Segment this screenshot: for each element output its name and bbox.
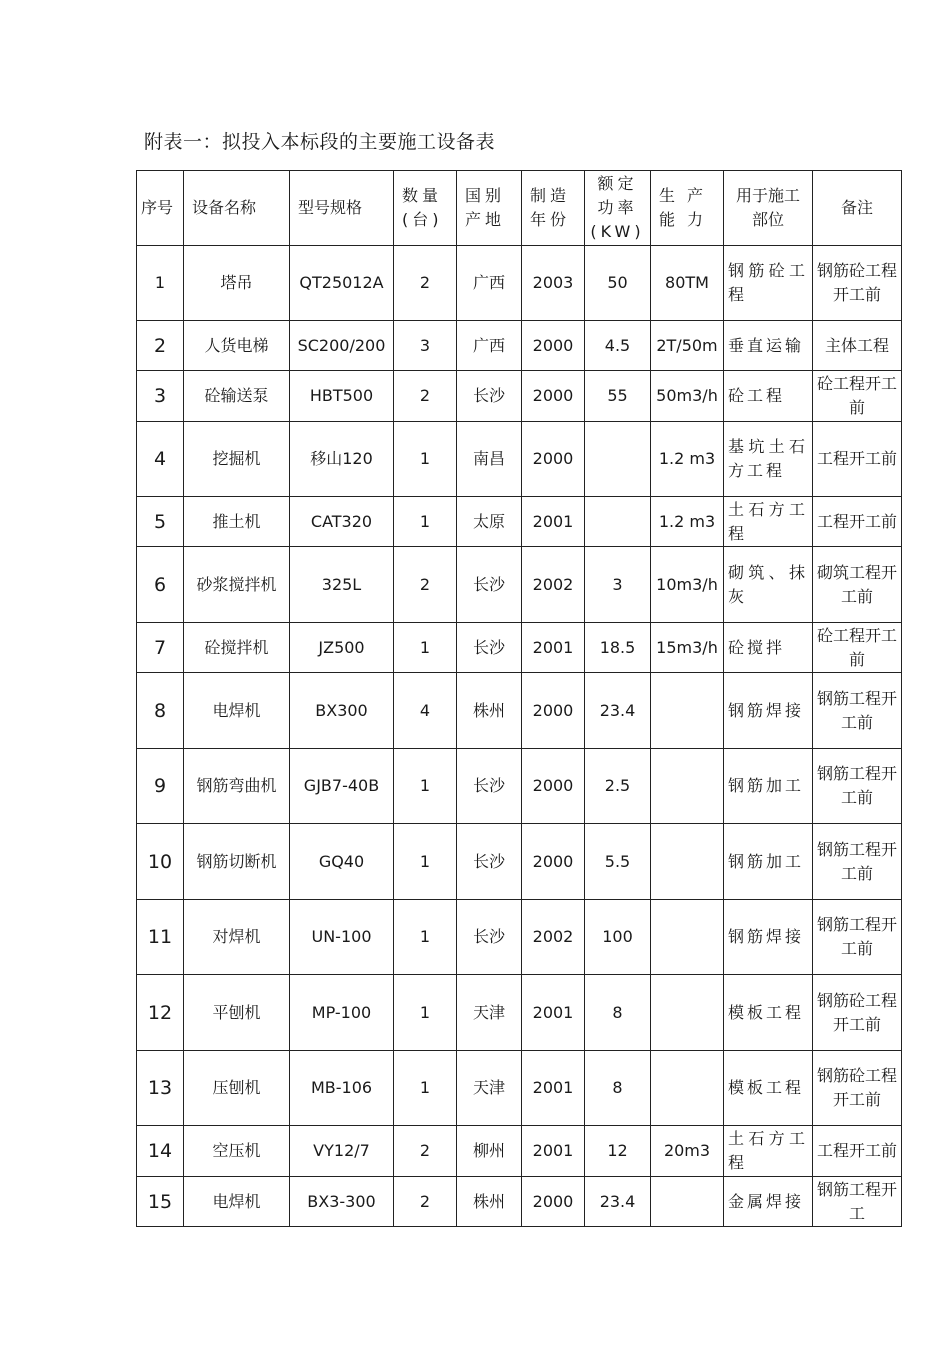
table-row [137, 900, 902, 975]
table-row [137, 1051, 902, 1126]
cell-dept: 砼工程 [724, 371, 813, 422]
cell-seq: 11 [137, 900, 184, 975]
cell-year: 2000 [522, 749, 585, 824]
cell-qty: 1 [394, 623, 457, 673]
cell-origin: 株州 [457, 1177, 522, 1227]
cell-seq: 5 [137, 497, 184, 547]
cell-qty: 3 [394, 321, 457, 371]
cell-seq: 12 [137, 975, 184, 1051]
cell-model: 移山120 [290, 422, 394, 497]
cell-seq: 15 [137, 1177, 184, 1227]
cell-qty: 1 [394, 824, 457, 900]
table-row [137, 623, 902, 673]
table-row [137, 975, 902, 1051]
cell-power [585, 497, 651, 547]
cell-seq: 4 [137, 422, 184, 497]
cell-power: 5.5 [585, 824, 651, 900]
cell-dept: 钢筋砼工程 [724, 246, 813, 321]
cell-year: 2001 [522, 1051, 585, 1126]
cell-year: 2002 [522, 900, 585, 975]
cell-seq: 7 [137, 623, 184, 673]
cell-year: 2000 [522, 673, 585, 749]
cell-origin: 太原 [457, 497, 522, 547]
cell-origin: 长沙 [457, 900, 522, 975]
table-row [137, 321, 902, 371]
cell-qty: 2 [394, 246, 457, 321]
cell-year: 2001 [522, 975, 585, 1051]
cell-year: 2001 [522, 497, 585, 547]
cell-dept: 垂直运输 [724, 321, 813, 371]
cell-model: GJB7-40B [290, 749, 394, 824]
page-title: 附表一：拟投入本标段的主要施工设备表 [144, 131, 496, 153]
cell-capacity [651, 1177, 724, 1227]
cell-note: 钢筋工程开工前 [813, 749, 902, 824]
header-name: 设备名称 [184, 171, 290, 246]
cell-seq: 2 [137, 321, 184, 371]
cell-model: VY12/7 [290, 1126, 394, 1177]
cell-seq: 13 [137, 1051, 184, 1126]
cell-model: JZ500 [290, 623, 394, 673]
equipment-table [136, 170, 902, 1227]
cell-dept: 钢筋加工 [724, 749, 813, 824]
cell-seq: 8 [137, 673, 184, 749]
cell-model: 325L [290, 547, 394, 623]
cell-power: 12 [585, 1126, 651, 1177]
cell-dept: 钢筋焊接 [724, 673, 813, 749]
header-capacity: 生产能力 [651, 171, 724, 246]
cell-note: 工程开工前 [813, 422, 902, 497]
cell-model: CAT320 [290, 497, 394, 547]
table-row [137, 824, 902, 900]
header-model: 型号规格 [290, 171, 394, 246]
table-row [137, 547, 902, 623]
cell-note: 砼工程开工前 [813, 623, 902, 673]
cell-origin: 长沙 [457, 623, 522, 673]
cell-capacity: 80TM [651, 246, 724, 321]
cell-model: MP-100 [290, 975, 394, 1051]
cell-qty: 2 [394, 371, 457, 422]
cell-note: 钢筋砼工程开工前 [813, 246, 902, 321]
cell-power: 23.4 [585, 1177, 651, 1227]
cell-dept: 土石方工程 [724, 1126, 813, 1177]
cell-capacity: 10m3/h [651, 547, 724, 623]
cell-note: 工程开工前 [813, 497, 902, 547]
cell-capacity [651, 975, 724, 1051]
cell-note: 钢筋工程开工前 [813, 673, 902, 749]
cell-note: 工程开工前 [813, 1126, 902, 1177]
cell-dept: 土石方工程 [724, 497, 813, 547]
cell-note: 主体工程 [813, 321, 902, 371]
table-row [137, 497, 902, 547]
cell-note: 砌筑工程开工前 [813, 547, 902, 623]
cell-capacity: 1.2 m3 [651, 497, 724, 547]
cell-seq: 1 [137, 246, 184, 321]
cell-capacity: 2T/50m [651, 321, 724, 371]
cell-name: 砼搅拌机 [184, 623, 290, 673]
table-row [137, 673, 902, 749]
cell-power: 23.4 [585, 673, 651, 749]
cell-origin: 株州 [457, 673, 522, 749]
cell-origin: 长沙 [457, 749, 522, 824]
header-qty: 数量(台) [394, 171, 457, 246]
header-note: 备注 [813, 171, 902, 246]
cell-dept: 模板工程 [724, 1051, 813, 1126]
header-dept: 用于施工部位 [724, 171, 813, 246]
cell-origin: 天津 [457, 1051, 522, 1126]
cell-model: BX3-300 [290, 1177, 394, 1227]
cell-origin: 天津 [457, 975, 522, 1051]
cell-qty: 1 [394, 497, 457, 547]
cell-qty: 2 [394, 547, 457, 623]
cell-note: 钢筋工程开工 [813, 1177, 902, 1227]
cell-name: 空压机 [184, 1126, 290, 1177]
cell-year: 2000 [522, 1177, 585, 1227]
cell-name: 人货电梯 [184, 321, 290, 371]
cell-capacity [651, 900, 724, 975]
cell-year: 2000 [522, 824, 585, 900]
cell-name: 挖掘机 [184, 422, 290, 497]
cell-power: 50 [585, 246, 651, 321]
cell-capacity [651, 824, 724, 900]
cell-origin: 南昌 [457, 422, 522, 497]
cell-name: 对焊机 [184, 900, 290, 975]
cell-name: 塔吊 [184, 246, 290, 321]
cell-name: 推土机 [184, 497, 290, 547]
cell-name: 平刨机 [184, 975, 290, 1051]
cell-origin: 长沙 [457, 824, 522, 900]
cell-seq: 3 [137, 371, 184, 422]
cell-power [585, 422, 651, 497]
cell-origin: 柳州 [457, 1126, 522, 1177]
cell-year: 2001 [522, 1126, 585, 1177]
cell-note: 钢筋工程开工前 [813, 824, 902, 900]
cell-name: 砂浆搅拌机 [184, 547, 290, 623]
cell-name: 电焊机 [184, 673, 290, 749]
cell-qty: 1 [394, 975, 457, 1051]
cell-dept: 砼搅拌 [724, 623, 813, 673]
cell-year: 2003 [522, 246, 585, 321]
table-row [137, 749, 902, 824]
cell-note: 钢筋砼工程开工前 [813, 975, 902, 1051]
cell-model: QT25012A [290, 246, 394, 321]
cell-origin: 长沙 [457, 547, 522, 623]
cell-note: 砼工程开工前 [813, 371, 902, 422]
cell-dept: 钢筋加工 [724, 824, 813, 900]
header-seq: 序号 [137, 171, 184, 246]
cell-model: HBT500 [290, 371, 394, 422]
cell-capacity [651, 673, 724, 749]
cell-capacity: 20m3 [651, 1126, 724, 1177]
cell-power: 8 [585, 1051, 651, 1126]
cell-dept: 砌筑、抹灰 [724, 547, 813, 623]
cell-power: 100 [585, 900, 651, 975]
cell-qty: 1 [394, 422, 457, 497]
cell-note: 钢筋砼工程开工前 [813, 1051, 902, 1126]
cell-qty: 2 [394, 1177, 457, 1227]
cell-year: 2002 [522, 547, 585, 623]
cell-name: 压刨机 [184, 1051, 290, 1126]
cell-seq: 9 [137, 749, 184, 824]
header-power: 额定功率(KW) [585, 171, 651, 246]
cell-qty: 1 [394, 900, 457, 975]
cell-power: 55 [585, 371, 651, 422]
header-year: 制造年份 [522, 171, 585, 246]
cell-model: BX300 [290, 673, 394, 749]
cell-capacity: 1.2 m3 [651, 422, 724, 497]
cell-name: 钢筋弯曲机 [184, 749, 290, 824]
table-row [137, 246, 902, 321]
cell-capacity: 50m3/h [651, 371, 724, 422]
cell-power: 4.5 [585, 321, 651, 371]
cell-qty: 1 [394, 749, 457, 824]
cell-origin: 广西 [457, 321, 522, 371]
table-row [137, 1126, 902, 1177]
cell-note: 钢筋工程开工前 [813, 900, 902, 975]
cell-year: 2000 [522, 321, 585, 371]
cell-dept: 基坑土石方工程 [724, 422, 813, 497]
cell-qty: 4 [394, 673, 457, 749]
cell-model: MB-106 [290, 1051, 394, 1126]
cell-model: SC200/200 [290, 321, 394, 371]
table-header-row [137, 171, 902, 246]
cell-origin: 广西 [457, 246, 522, 321]
cell-qty: 1 [394, 1051, 457, 1126]
table-row [137, 422, 902, 497]
cell-origin: 长沙 [457, 371, 522, 422]
cell-year: 2001 [522, 623, 585, 673]
cell-name: 电焊机 [184, 1177, 290, 1227]
cell-power: 18.5 [585, 623, 651, 673]
table-row [137, 1177, 902, 1227]
cell-capacity: 15m3/h [651, 623, 724, 673]
cell-power: 3 [585, 547, 651, 623]
cell-year: 2000 [522, 422, 585, 497]
cell-capacity [651, 749, 724, 824]
cell-seq: 10 [137, 824, 184, 900]
header-origin: 国别产地 [457, 171, 522, 246]
cell-dept: 金属焊接 [724, 1177, 813, 1227]
cell-dept: 模板工程 [724, 975, 813, 1051]
cell-model: UN-100 [290, 900, 394, 975]
cell-qty: 2 [394, 1126, 457, 1177]
cell-seq: 6 [137, 547, 184, 623]
cell-seq: 14 [137, 1126, 184, 1177]
table-row [137, 371, 902, 422]
cell-year: 2000 [522, 371, 585, 422]
cell-power: 2.5 [585, 749, 651, 824]
cell-capacity [651, 1051, 724, 1126]
cell-dept: 钢筋焊接 [724, 900, 813, 975]
cell-power: 8 [585, 975, 651, 1051]
cell-model: GQ40 [290, 824, 394, 900]
cell-name: 钢筋切断机 [184, 824, 290, 900]
cell-name: 砼输送泵 [184, 371, 290, 422]
